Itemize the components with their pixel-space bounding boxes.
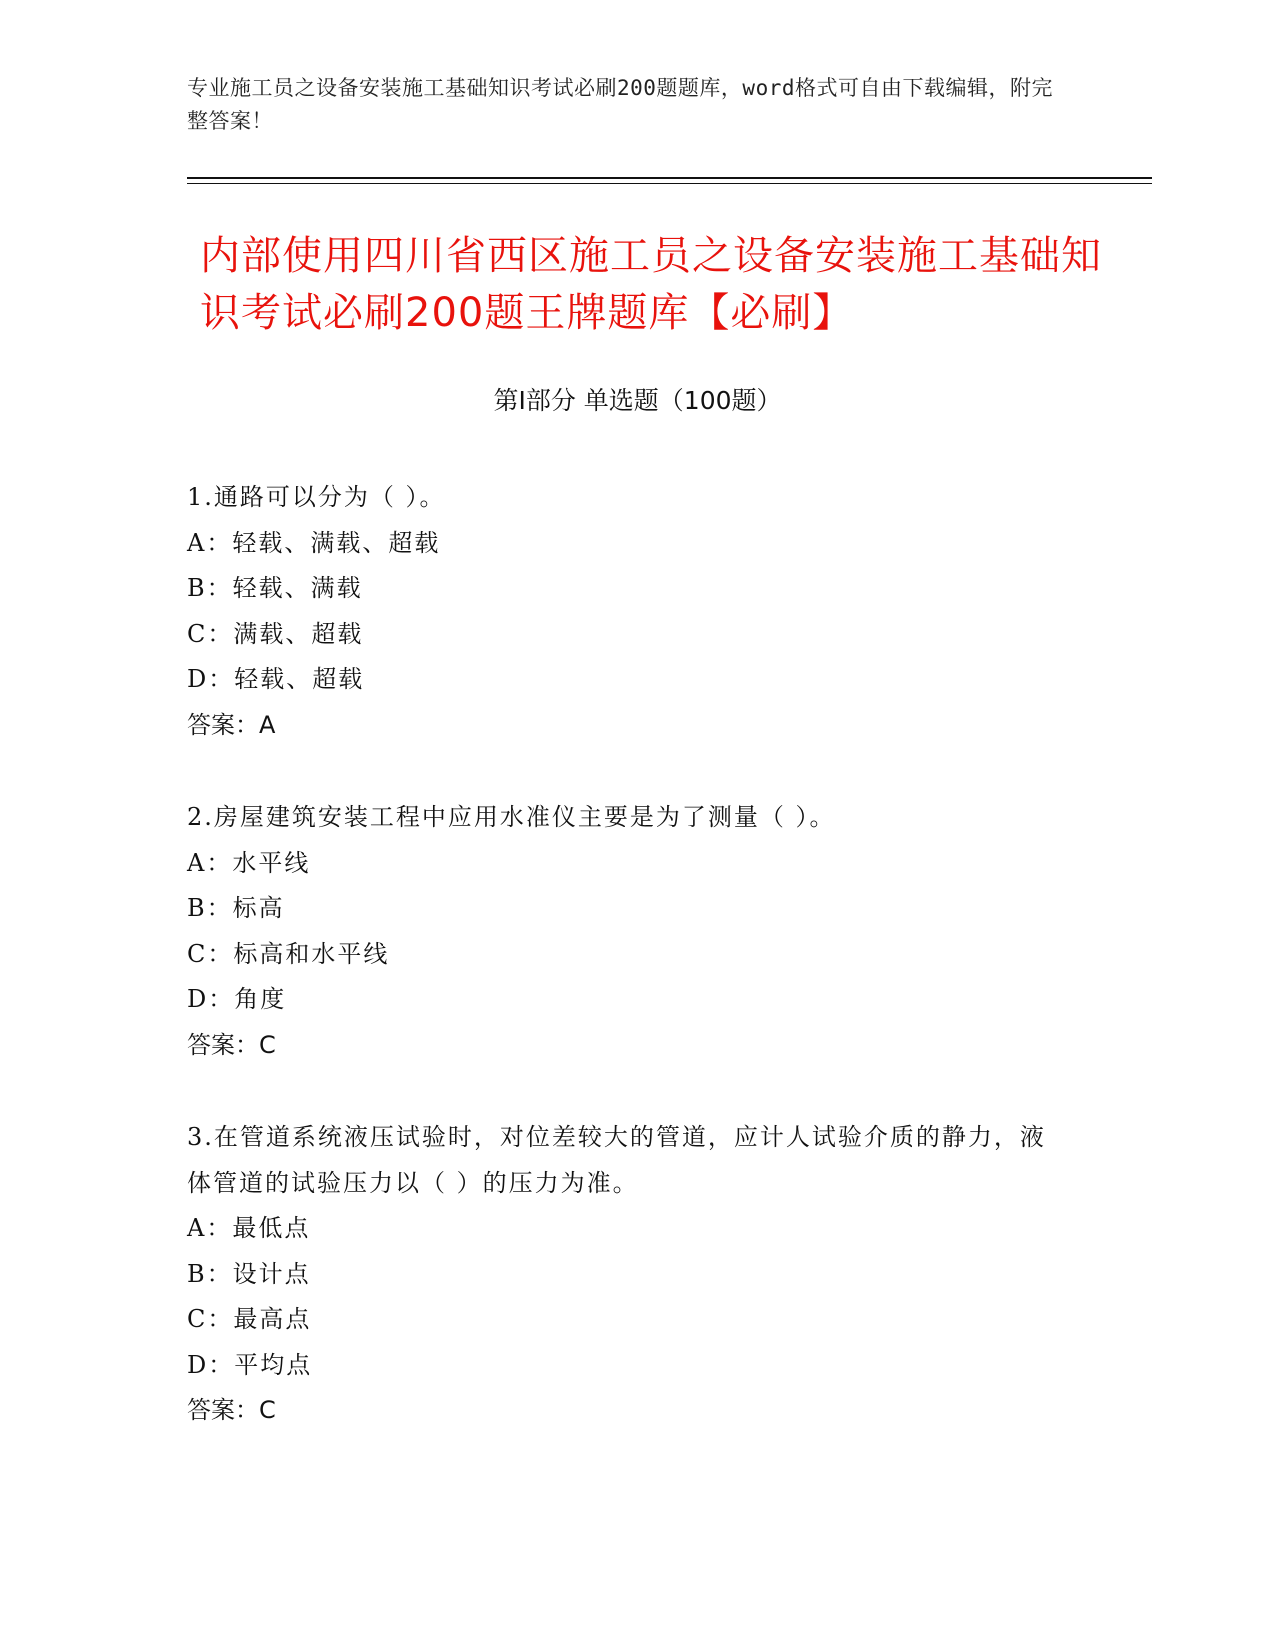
- question-1: [187, 475, 1067, 748]
- question-stem: 1.通路可以分为（ ）。: [187, 483, 446, 511]
- option-a: A：最低点: [187, 1214, 311, 1242]
- question-list: [187, 475, 1067, 1481]
- header-note: 专业施工员之设备安装施工基础知识考试必刷200题题库，word格式可自由下载编辑，附完整答案！: [187, 76, 1053, 133]
- option-d: D：角度: [187, 985, 287, 1013]
- question-stem: 3.在管道系统液压试验时，对位差较大的管道，应计人试验介质的静力，液体管道的试验压力以（ ）的压力为准。: [187, 1123, 1046, 1197]
- option-b: B：轻载、满载: [187, 574, 363, 602]
- option-c: C：满载、超载: [187, 619, 364, 648]
- header-divider-thin: [187, 183, 1152, 184]
- document-title: 内部使用四川省西区施工员之设备安装施工基础知识考试必刷200题王牌题库【必刷】: [200, 233, 1102, 336]
- answer: 答案：A: [187, 710, 276, 739]
- question-2: [187, 795, 1067, 1068]
- question-stem: 2.房屋建筑安装工程中应用水准仪主要是为了测量（ ）。: [187, 803, 836, 831]
- option-b: B：标高: [187, 894, 285, 922]
- question-3: [187, 1115, 1067, 1434]
- option-d: D：轻载、超载: [187, 665, 365, 693]
- option-a: A：水平线: [187, 848, 311, 877]
- option-a: A：轻载、满载、超载: [187, 528, 441, 557]
- option-c: C：最高点: [187, 1305, 312, 1333]
- section-title: 第Ⅰ部分 单选题（100题）: [493, 386, 782, 415]
- answer: 答案：C: [187, 1396, 276, 1424]
- answer: 答案：C: [187, 1030, 276, 1059]
- header-divider-thick: [187, 177, 1152, 179]
- option-d: D：平均点: [187, 1350, 313, 1379]
- option-b: B：设计点: [187, 1259, 311, 1288]
- option-c: C：标高和水平线: [187, 939, 390, 968]
